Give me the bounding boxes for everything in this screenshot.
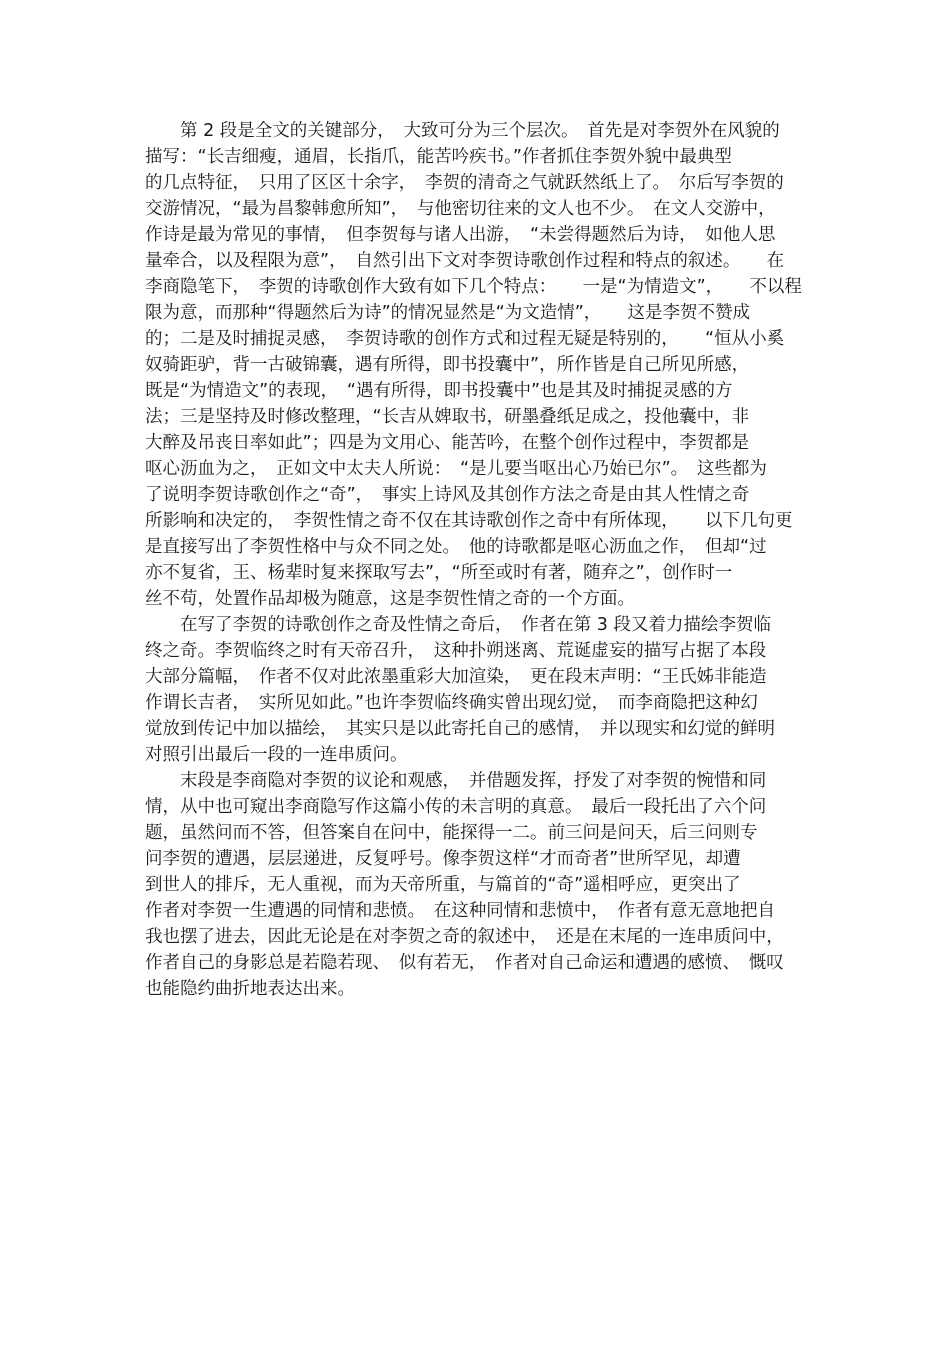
text-line: 呕心沥血为之， 正如文中太夫人所说： “是儿要当呕出心乃始已尔”。 这些都为	[145, 459, 767, 479]
text-line: 是直接写出了李贺性格中与众不同之处。 他的诗歌都是呕心沥血之作， 但却“过	[145, 537, 767, 557]
text-line: 作诗是最为常见的事情， 但李贺每与诸人出游， “未尝得题然后为诗， 如他人思	[145, 225, 776, 245]
text-line: 了说明李贺诗歌创作之“奇”， 事实上诗风及其创作方法之奇是由其人性情之奇	[145, 485, 750, 505]
text-line: 问李贺的遭遇，层层递进，反复呼号。像李贺这样“才而奇者”世所罕见，却遭	[145, 849, 741, 869]
text-line: 到世人的排斥，无人重视，而为天帝所重，与篇首的“奇”遥相呼应，更突出了	[145, 875, 741, 895]
text-line: 也能隐约曲折地表达出来。	[145, 979, 355, 999]
text-line: 末段是李商隐对李贺的议论和观感， 并借题发挥，抒发了对李贺的惋惜和同	[145, 771, 767, 791]
text-line: 限为意，而那种“得题然后为诗”的情况显然是“为文造情”， 这是李贺不赞成	[145, 303, 751, 323]
text-line: 亦不复省，王、杨辈时复来探取写去”，“所至或时有著，随弃之”，创作时一	[145, 563, 733, 583]
text-line: 大部分篇幅， 作者不仅对此浓墨重彩大加渲染， 更在段末声明：“王氏姊非能造	[145, 667, 767, 687]
text-line: 的；二是及时捕捉灵感， 李贺诗歌的创作方式和过程无疑是特别的， “恒从小奚	[145, 329, 785, 349]
text-line: 的几点特征， 只用了区区十余字， 李贺的清奇之气就跃然纸上了。 尔后写李贺的	[145, 173, 784, 193]
text-line: 大醉及吊丧日率如此”；四是为文用心、能苦吟，在整个创作过程中，李贺都是	[145, 433, 750, 453]
text-line: 奴骑距驴，背一古破锦囊，遇有所得，即书投囊中”，所作皆是自己所见所感，	[145, 355, 750, 375]
text-line: 第 2 段是全文的关键部分， 大致可分为三个层次。 首先是对李贺外在风貌的	[145, 121, 780, 141]
text-line: 题，虽然问而不答，但答案自在问中，能探得一二。前三问是问天，后三问则专	[145, 823, 758, 843]
text-line: 所影响和决定的， 李贺性情之奇不仅在其诗歌创作之奇中有所体现， 以下几句更	[145, 511, 793, 531]
text-line: 作者自己的身影总是若隐若现、 似有若无， 作者对自己命运和遭遇的感愤、 慨叹	[145, 953, 784, 973]
text-line: 在写了李贺的诗歌创作之奇及性情之奇后， 作者在第 3 段又着力描绘李贺临	[145, 615, 772, 635]
text-line: 既是“为情造文”的表现， “遇有所得，即书投囊中”也是其及时捕捉灵感的方	[145, 381, 733, 401]
text-line: 交游情况，“最为昌黎韩愈所知”， 与他密切往来的文人也不少。 在文人交游中，	[145, 199, 776, 219]
text-line: 我也摆了进去，因此无论是在对李贺之奇的叙述中， 还是在末尾的一连串质问中，	[145, 927, 784, 947]
text-line: 描写：“长吉细瘦，通眉，长指爪，能苦吟疾书。”作者抓住李贺外貌中最典型	[145, 147, 732, 167]
text-line: 作谓长吉者， 实所见如此。”也许李贺临终确实曾出现幻觉， 而李商隐把这种幻	[145, 693, 758, 713]
text-line: 量牵合，以及程限为意”， 自然引出下文对李贺诗歌创作过程和特点的叙述。 在	[145, 251, 785, 271]
text-line: 情，从中也可窥出李商隐写作这篇小传的未言明的真意。 最后一段托出了六个问	[145, 797, 767, 817]
text-line: 终之奇。李贺临终之时有天帝召升， 这种扑朔迷离、荒诞虚妄的描写占据了本段	[145, 641, 767, 661]
text-line: 法；三是坚持及时修改整理，“长吉从婢取书，研墨叠纸足成之，投他囊中，非	[145, 407, 750, 427]
text-line: 丝不苟，处置作品却极为随意，这是李贺性情之奇的一个方面。	[145, 589, 635, 609]
text-line: 觉放到传记中加以描绘， 其实只是以此寄托自己的感情， 并以现实和幻觉的鲜明	[145, 719, 775, 739]
text-line: 对照引出最后一段的一连串质问。	[145, 745, 408, 765]
text-line: 作者对李贺一生遭遇的同情和悲愤。 在这种同情和悲愤中， 作者有意无意地把自	[145, 901, 775, 921]
text-line: 李商隐笔下， 李贺的诗歌创作大致有如下几个特点： 一是“为情造文”， 不以程	[145, 277, 802, 297]
